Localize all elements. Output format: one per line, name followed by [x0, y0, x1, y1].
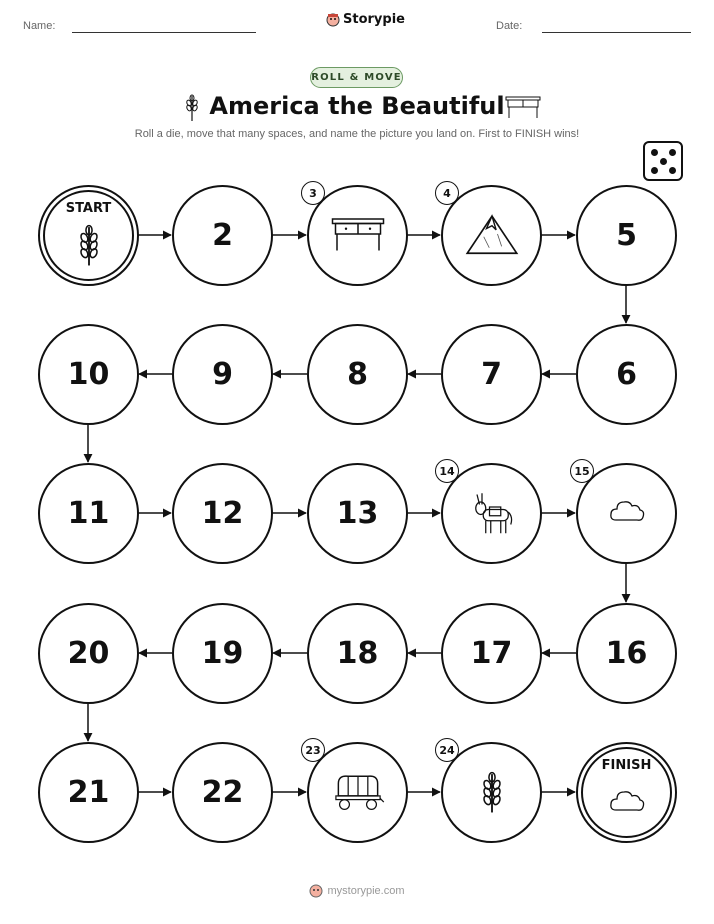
space-number-badge: 15 — [570, 459, 594, 483]
space-number: 13 — [336, 496, 379, 531]
desk-icon — [331, 216, 385, 256]
board-space-23 — [307, 742, 408, 843]
donkey-icon — [467, 487, 517, 541]
space-number: 21 — [67, 775, 110, 810]
space-number-badge: 23 — [301, 738, 325, 762]
board-space-5 — [576, 185, 677, 286]
space-number-badge: 4 — [435, 181, 459, 205]
page-title: America the Beautiful — [209, 92, 505, 120]
space-number: 9 — [212, 357, 233, 392]
board-space-9 — [172, 324, 273, 425]
board-space-8 — [307, 324, 408, 425]
space-number: 10 — [67, 357, 110, 392]
board-space-11 — [38, 463, 139, 564]
space-number-badge: 3 — [301, 181, 325, 205]
board-space-22 — [172, 742, 273, 843]
space-number: 6 — [616, 357, 637, 392]
board-space-21 — [38, 742, 139, 843]
space-number: 17 — [470, 636, 513, 671]
board-space-15 — [576, 463, 677, 564]
board-space-4 — [441, 185, 542, 286]
wheat-icon — [75, 221, 103, 271]
board-space-13 — [307, 463, 408, 564]
cloud-icon — [607, 496, 647, 532]
space-number: 16 — [605, 636, 648, 671]
space-number: 20 — [67, 636, 110, 671]
start-label: START — [65, 201, 112, 216]
finish-label: FINISH — [601, 758, 652, 773]
wagon-icon — [331, 771, 385, 815]
board-space-16 — [576, 603, 677, 704]
space-number-badge: 14 — [435, 459, 459, 483]
space-number: 7 — [481, 357, 502, 392]
space-number: 11 — [67, 496, 110, 531]
space-number: 18 — [336, 636, 379, 671]
board-space-10 — [38, 324, 139, 425]
space-number: 12 — [201, 496, 244, 531]
date-label: Date: — [496, 20, 523, 32]
space-number: 19 — [201, 636, 244, 671]
space-number-badge: 24 — [435, 738, 459, 762]
space-number: 8 — [347, 357, 368, 392]
board-space-18 — [307, 603, 408, 704]
name-label: Name: — [23, 20, 56, 32]
brand-name: Storypie — [343, 12, 405, 27]
space-number: 22 — [201, 775, 244, 810]
board-space-25 — [576, 742, 677, 843]
board-space-24 — [441, 742, 542, 843]
board-space-1 — [38, 185, 139, 286]
board-space-14 — [441, 463, 542, 564]
storypie-mascot-icon — [309, 884, 323, 898]
board-space-12 — [172, 463, 273, 564]
instructions: Roll a die, move that many spaces, and name the picture you land on. First to FINISH wins! — [134, 128, 580, 140]
cloud-icon — [607, 786, 647, 822]
space-number: 5 — [616, 218, 637, 253]
wheat-icon — [478, 768, 506, 818]
board-space-3 — [307, 185, 408, 286]
board-space-2 — [172, 185, 273, 286]
board-space-6 — [576, 324, 677, 425]
space-number: 2 — [212, 218, 233, 253]
board-space-17 — [441, 603, 542, 704]
board-space-7 — [441, 324, 542, 425]
footer — [0, 884, 714, 898]
roll-move-badge: ROLL & MOVE — [310, 67, 403, 88]
board-space-19 — [172, 603, 273, 704]
footer-url[interactable]: mystorypie.com — [327, 885, 405, 897]
mountain-icon — [464, 212, 520, 260]
board-space-20 — [38, 603, 139, 704]
